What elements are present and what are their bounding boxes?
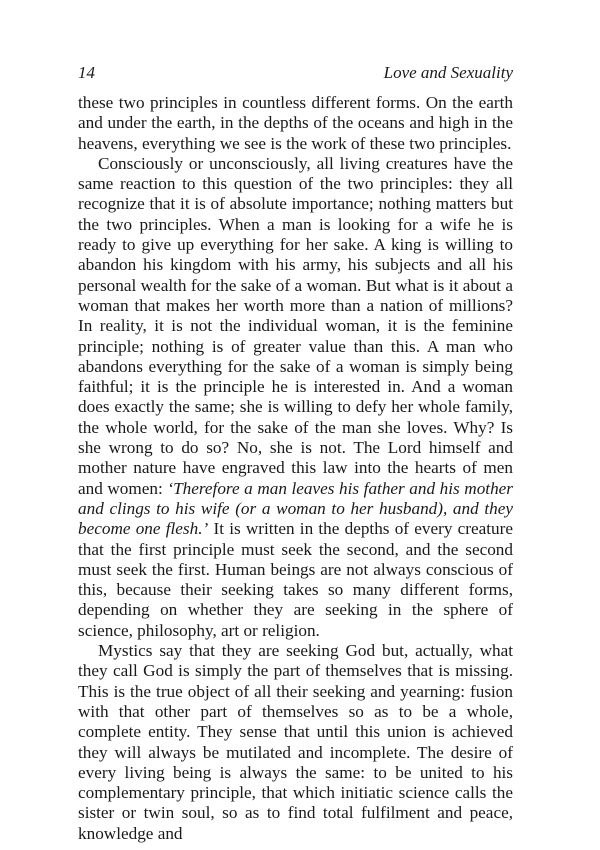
paragraph-1 xyxy=(78,93,513,154)
paragraph-3 xyxy=(78,641,513,844)
page-number: 14 xyxy=(78,63,95,82)
paragraph-3-text: Mystics say that they are seeking God but, actually, what they call God is simply the part of themselves that is missing. This is the true object of all their seeking and yearning: fusion with that other part of themselves so as to be a whole, complete entity. They sense that until this union is achieved they will always be mutilated and incomplete. The desire of every living being is always the same: to be united to his complementary principle, that which initiatic science calls the sister or twin soul, so as to find total fulfilment and peace, knowledge and xyxy=(78,641,513,843)
paragraph-2 xyxy=(78,154,513,641)
paragraph-2-text-before-quote: Consciously or unconsciously, all living creatures have the same reaction to this question of the two principles: they all recognize that it is of absolute importance; nothing matters but the two principles. When a man is looking for a wife he is ready to give up everything for her sake. A king is willing to abandon his kingdom with his army, his subjects and all his personal wealth for the sake of a woman. But what is it about a woman that makes her worth more than a nation of millions? In reality, it is not the individual woman, it is the feminine principle; nothing is of greater value than this. A man who abandons everything for the sake of a woman is simply being faithful; it is the principle he is interested in. And a woman does exactly the same; she is willing to defy her whole family, the whole world, for the sake of the man she loves. Why? Is she wrong to do so? No, she is not. The Lord himself and mother nature have engraved this law into the hearts of men and women: xyxy=(78,153,513,498)
paragraph-1-text: these two principles in countless different forms. On the earth and under the earth, in the depths of the oceans and high in the heavens, everything we see is the work of these two principles. xyxy=(78,93,513,153)
running-title: Love and Sexuality xyxy=(383,63,513,82)
running-head xyxy=(78,61,513,85)
body-text xyxy=(78,93,513,844)
scripture-quote: ‘Therefore a man leaves his father and his mother and clings to his wife (or a woman to her husband), and they become one flesh.’ xyxy=(78,478,513,539)
paragraph-2-text-after-quote: It is written in the depths of every creature that the first principle must seek the second, and the second must seek the first. Human beings are not always conscious of this, because their seeking takes so many different forms, depending on whether they are seeking in the sphere of science, philosophy, art or religion. xyxy=(78,519,513,640)
